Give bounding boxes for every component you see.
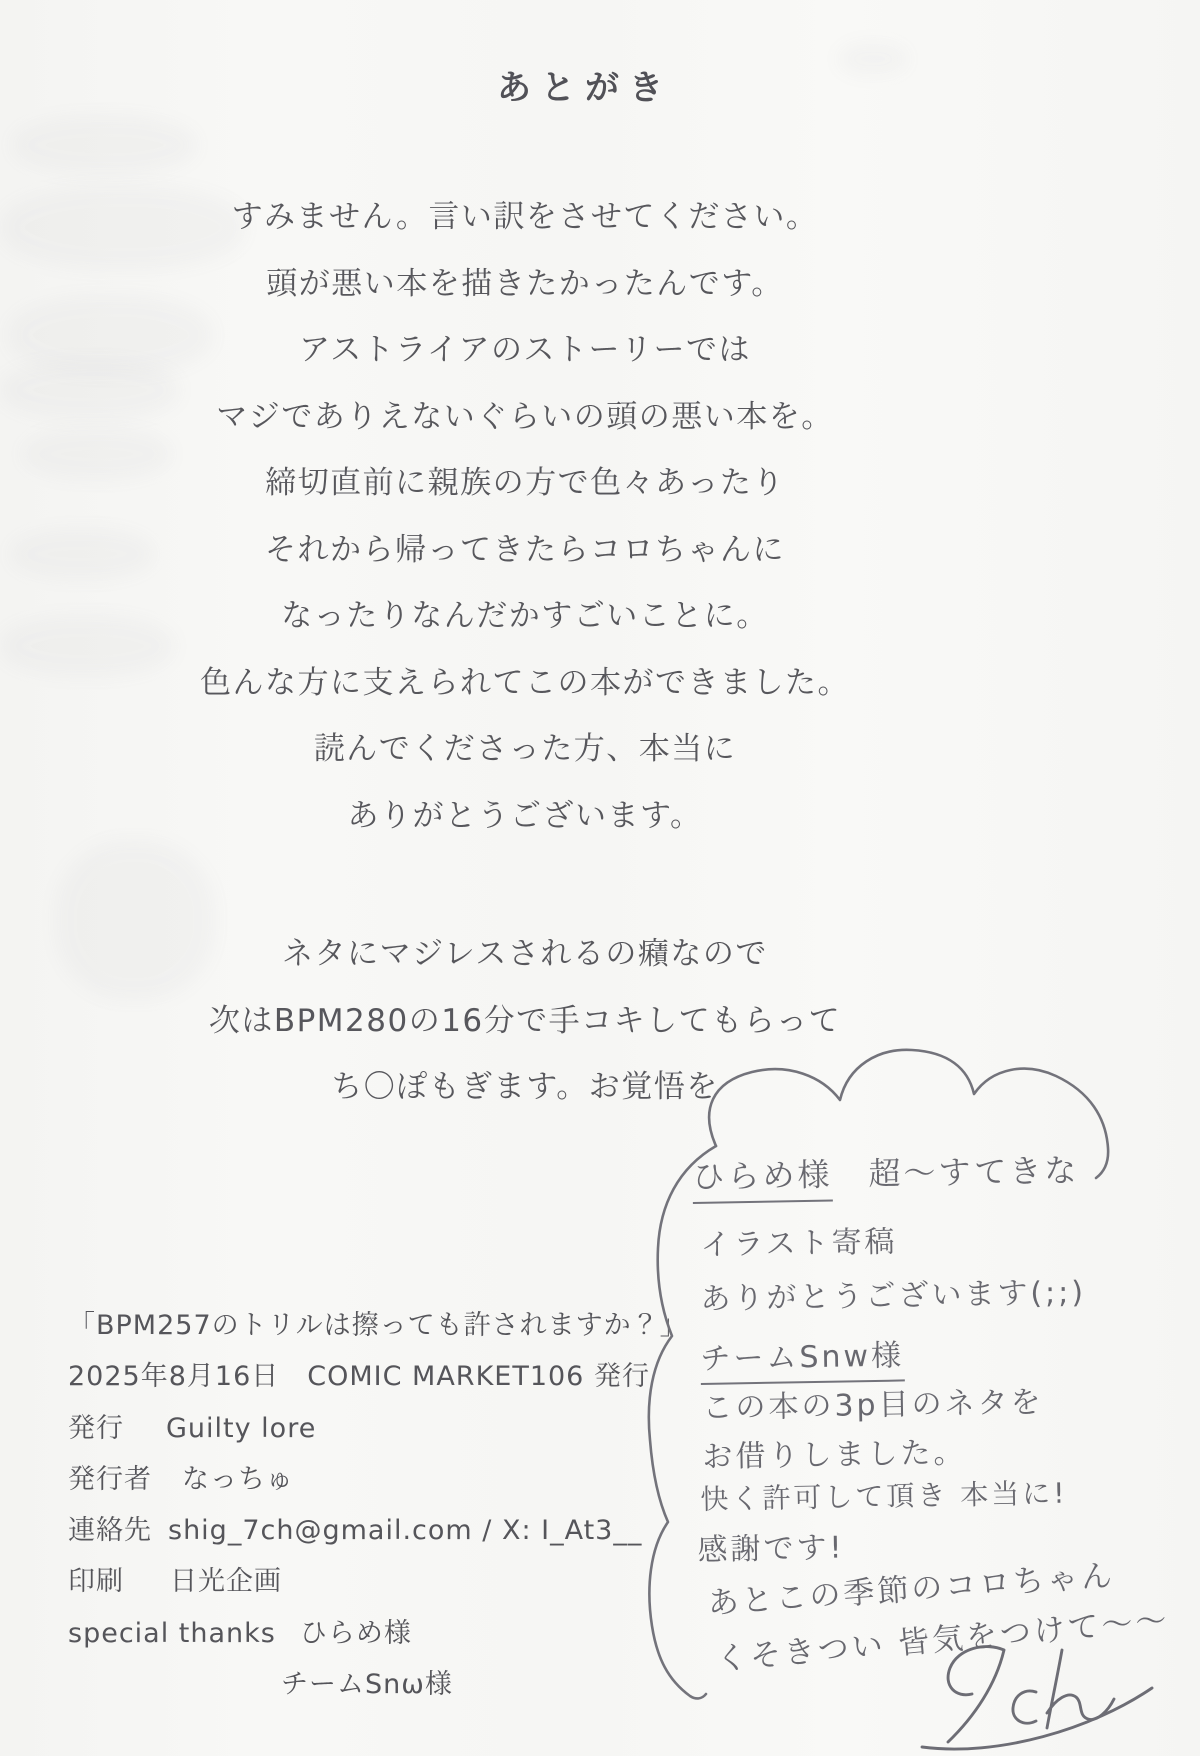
contact-label: 連絡先	[68, 1515, 152, 1547]
hand-line-8: 感謝です!	[697, 1530, 845, 1568]
text-line: ち〇ぽもぎます。お覚悟を	[331, 1069, 719, 1105]
text-line: 締切直前に親族の方で色々あったり	[265, 465, 785, 501]
hand-line-2: イラスト寄稿	[700, 1224, 898, 1263]
text-line: 色んな方に支えられてこの本ができました。	[200, 664, 850, 701]
issuer-value: なっちゅ	[182, 1463, 294, 1495]
colophon-date-event: 2025年8月16日 COMIC MARKET106 発行	[68, 1361, 650, 1393]
hand-line-10: くそきつい 皆気をつけて〜〜	[714, 1602, 1171, 1678]
hand-line-7: 快く許可して頂き 本当に!	[700, 1476, 1068, 1516]
printer-value: 日光企画	[170, 1566, 282, 1598]
hand-line-4	[700, 1330, 904, 1378]
publisher-label: 発行	[68, 1412, 124, 1444]
hand-line-1	[692, 1145, 1080, 1198]
hand-text: 超〜すてきな	[868, 1151, 1080, 1193]
printer-label: 印刷	[68, 1566, 124, 1598]
publisher-value: Guilty lore	[166, 1412, 317, 1444]
text-line: ネタにマジレスされるの癪なので	[282, 936, 768, 972]
page-title: あとがき	[497, 68, 673, 108]
text-line: 読んでくださった方、本当に	[313, 731, 737, 767]
text-line: ありがとうございます。	[347, 797, 703, 834]
text-line: 次はBPM280の16分で手コキしてもらって	[208, 1002, 842, 1039]
text-line: それから帰ってきたらコロちゃんに	[265, 531, 785, 568]
text-line: マジでありえないぐらいの頭の悪い本を。	[216, 398, 834, 435]
contact-value: shig_7ch@gmail.com / X: I_At3__	[168, 1515, 643, 1547]
text-line: アストライアのストーリーでは	[299, 332, 751, 368]
hand-line-6: お借りしました。	[702, 1435, 967, 1475]
colophon-book-title: 「BPM257のトリルは擦っても許されますか？」	[68, 1310, 688, 1341]
hand-name-hirame: ひらめ様	[692, 1156, 833, 1204]
text-line: すみません。言い訳をさせてください。	[231, 199, 819, 235]
hand-name-team-snw: チームSnw様	[700, 1338, 904, 1385]
hand-line-5: この本の3p目のネタを	[702, 1385, 1044, 1426]
special-thanks-2: チームSnω様	[281, 1669, 453, 1701]
hand-line-3: ありがとうございます(;;)	[700, 1275, 1087, 1317]
text-line: 頭が悪い本を描きたかったんです。	[266, 265, 784, 302]
special-thanks-label: special thanks	[68, 1617, 276, 1649]
special-thanks-1: ひらめ様	[299, 1617, 412, 1649]
text-line: なったりなんだかすごいことに。	[281, 598, 769, 634]
hand-line-9: あとこの季節のコロちゃん	[706, 1557, 1117, 1622]
issuer-label: 発行者	[68, 1463, 152, 1495]
